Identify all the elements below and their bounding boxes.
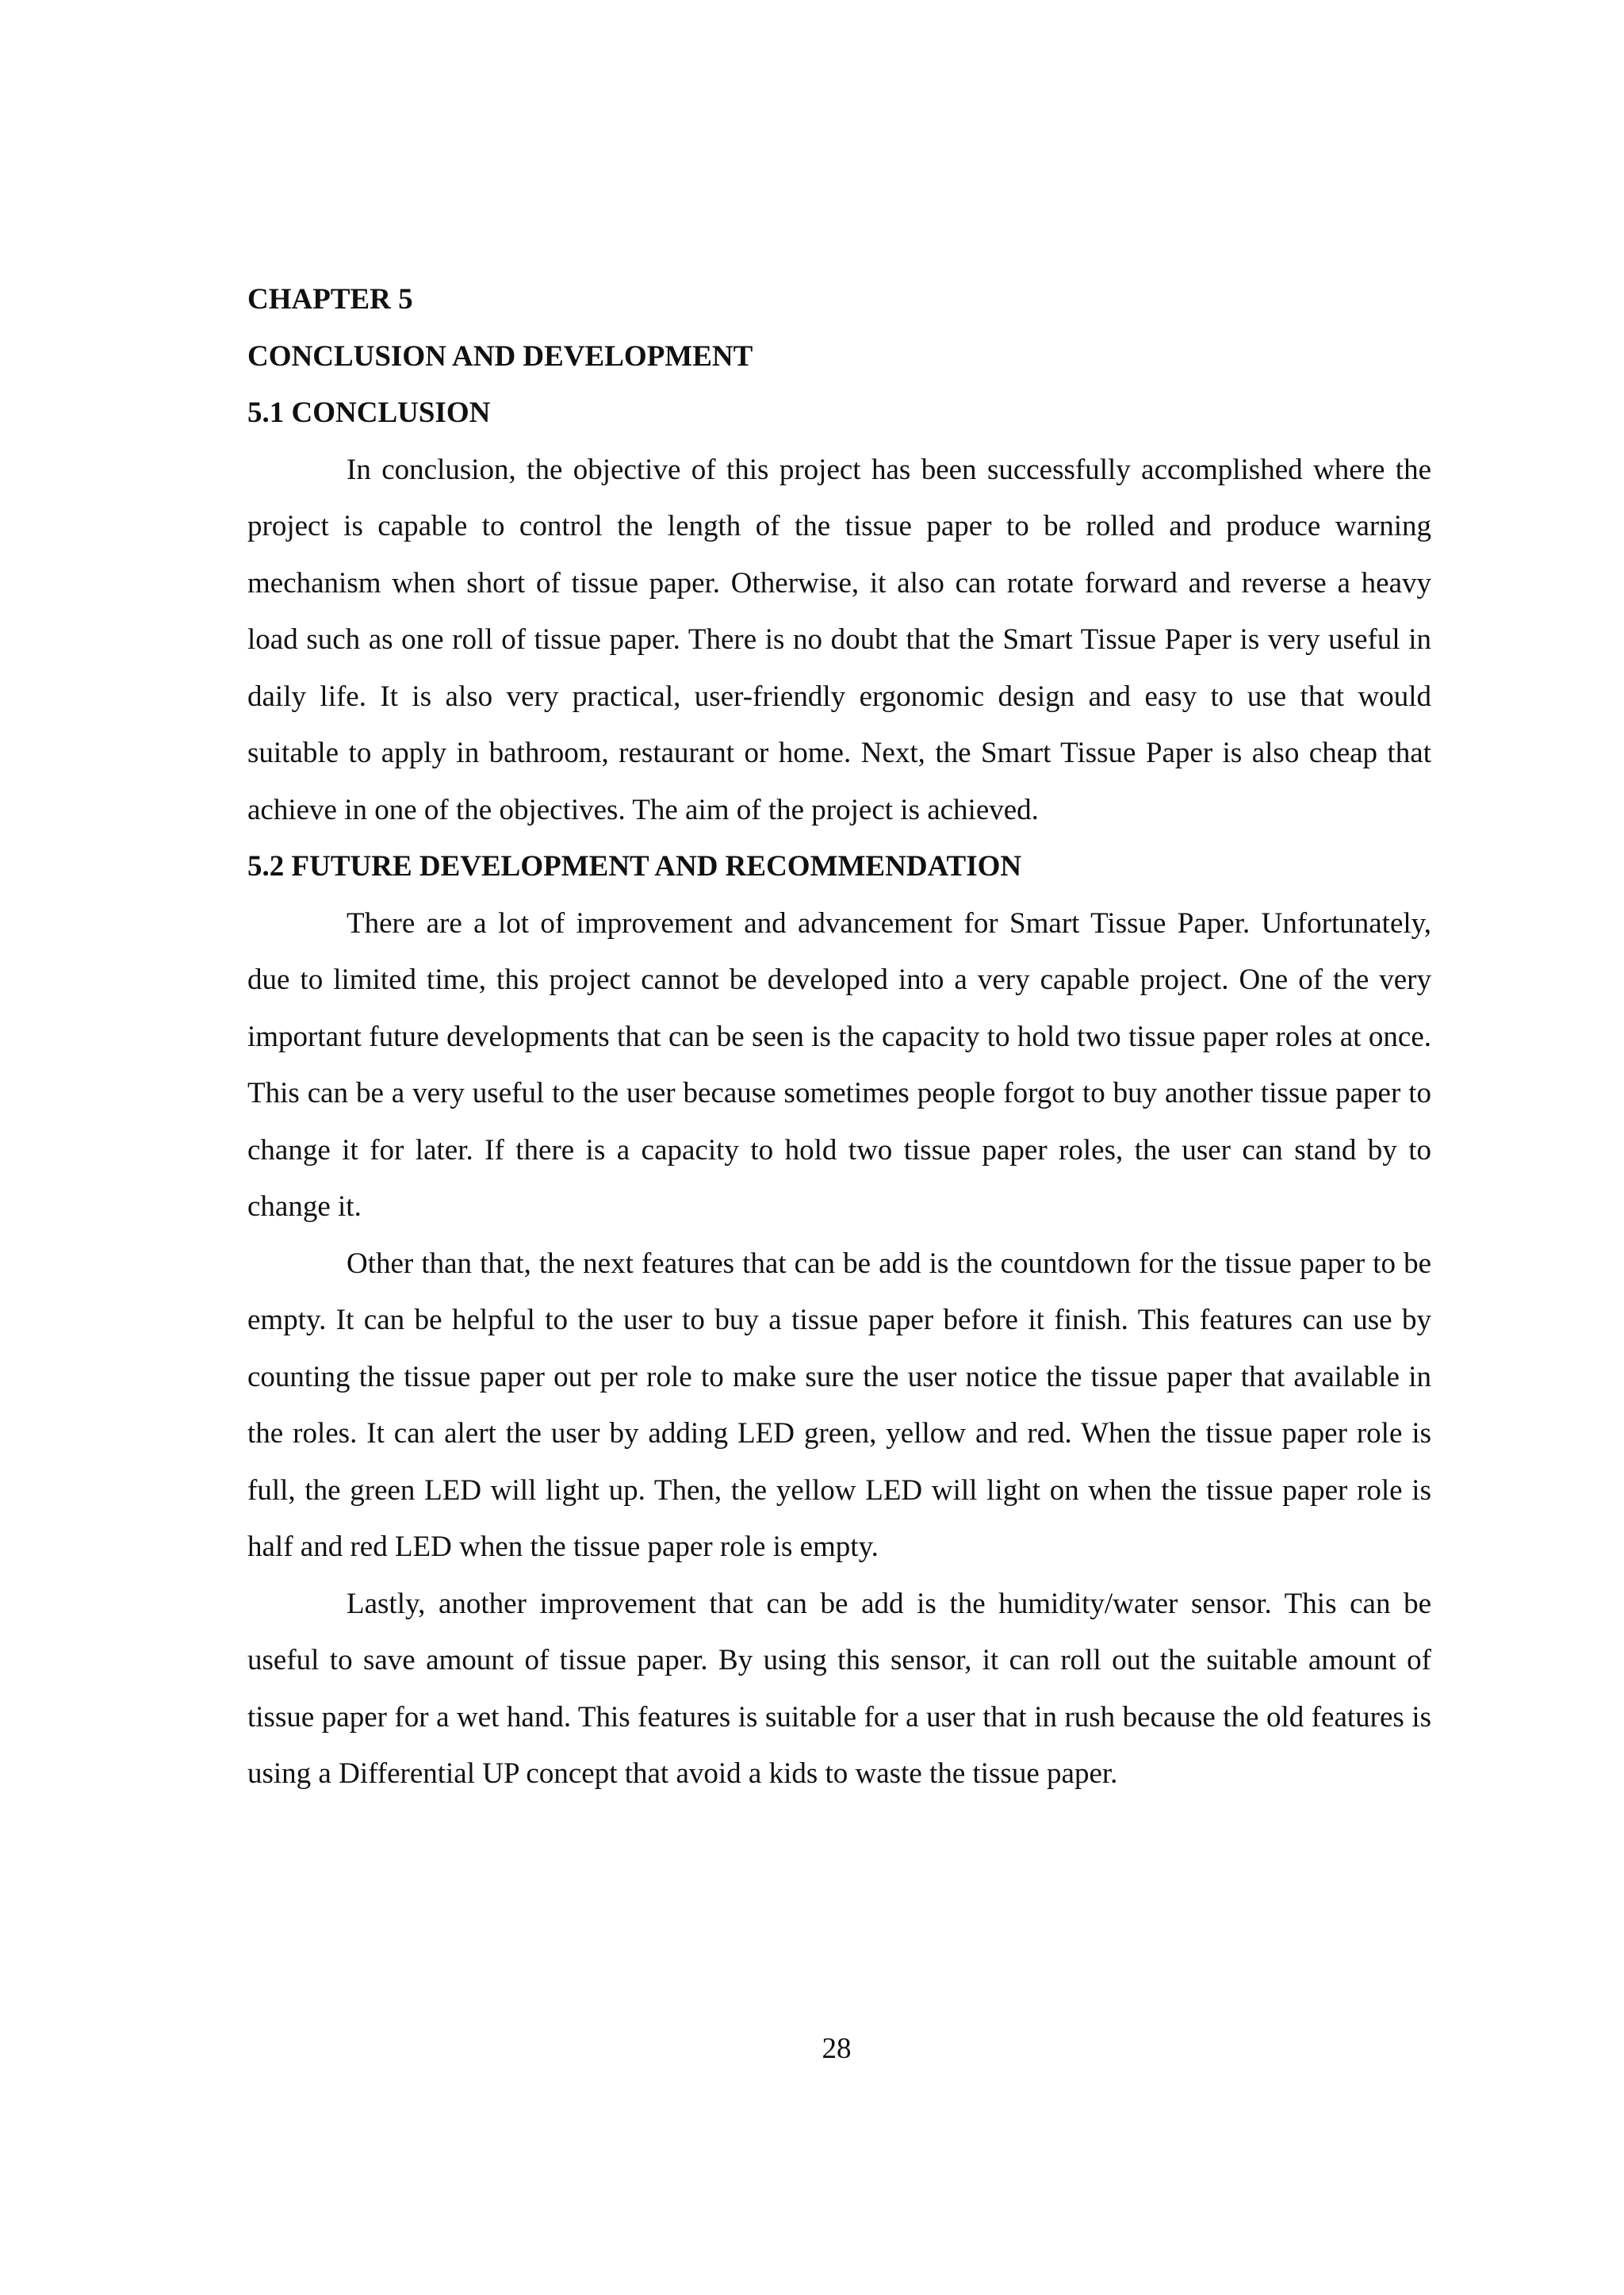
- conclusion-paragraph: In conclusion, the objective of this project has been successfully accomplished where the project is capable to control the length of the tissue paper to be rolled and produce warning mechanism when short of tissue paper. Otherwise, it also can rotate forward and reverse a heavy load such as one roll of tissue paper. There is no doubt that the Smart Tissue Paper is very useful in daily life. It is also very practical, user-friendly ergonomic design and easy to use that would suitable to apply in bathroom, restaurant or home. Next, the Smart Tissue Paper is also cheap that achieve in one of the objectives. The aim of the project is achieved.: [247, 453, 1431, 826]
- section-heading-conclusion: 5.1 CONCLUSION: [247, 397, 491, 429]
- chapter-label: CHAPTER 5: [247, 283, 413, 316]
- page-content: [247, 271, 1431, 1803]
- page-number: 28: [822, 2033, 852, 2065]
- future-development-paragraph-1: There are a lot of improvement and advancement for Smart Tissue Paper. Unfortunately, due to limited time, this project cannot be developed into a very capable project. One of the very important future developments that can be seen is the capacity to hold two tissue paper roles at once. This can be a very useful to the user because sometimes people forgot to buy another tissue paper to change it for later. If there is a capacity to hold two tissue paper roles, the user can stand by to change it.: [247, 906, 1431, 1223]
- section-heading-future-development: 5.2 FUTURE DEVELOPMENT AND RECOMMENDATION: [247, 850, 1022, 883]
- chapter-title: CONCLUSION AND DEVELOPMENT: [247, 339, 753, 373]
- future-development-paragraph-2: Other than that, the next features that can be add is the countdown for the tissue paper to be empty. It can be helpful to the user to buy a tissue paper before it finish. This features can use by counting the tissue paper out per role to make sure the user notice the tissue paper that available in the roles. It can alert the user by adding LED green, yellow and red. When the tissue paper role is full, the green LED will light up. Then, the yellow LED will light on when the tissue paper role is half and red LED when the tissue paper role is empty.: [247, 1247, 1431, 1563]
- future-development-paragraph-3: Lastly, another improvement that can be add is the humidity/water sensor. This can be useful to save amount of tissue paper. By using this sensor, it can roll out the suitable amount of tissue paper for a wet hand. This features is suitable for a user that in rush because the old features is using a Differential UP concept that avoid a kids to waste the tissue paper.: [247, 1587, 1431, 1790]
